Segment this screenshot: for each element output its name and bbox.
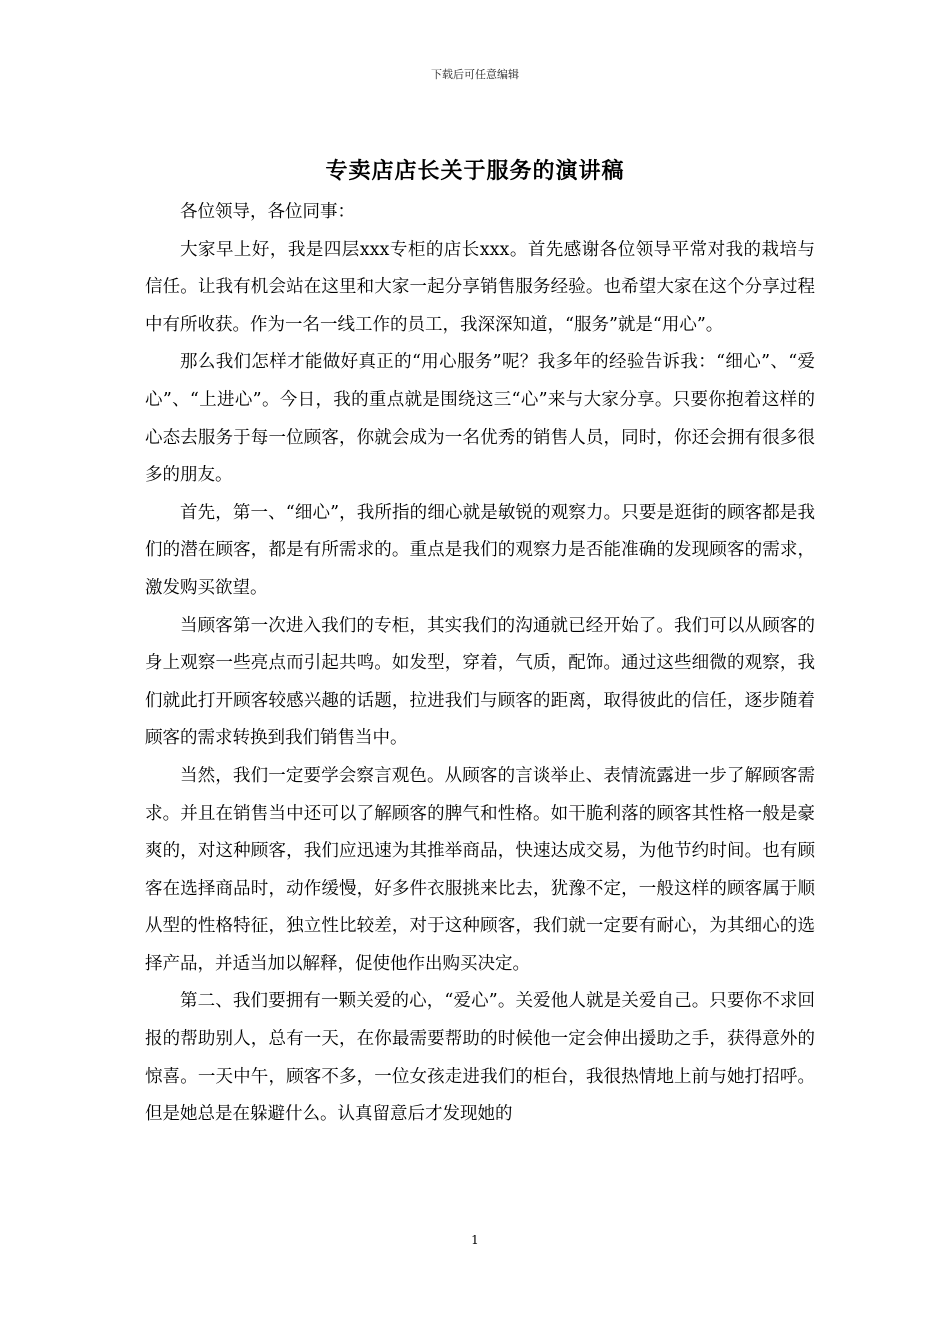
salutation: 各位领导，各位同事： xyxy=(180,202,355,222)
paragraph-4: 当顾客第一次进入我们的专柜，其实我们的沟通就已经开始了。我们可以从顾客的身上观察一些亮点而引起共鸣。如发型，穿着，气质，配饰。通过这些细微的观察，我们就此打开顾客较感兴趣的话题，拉进我们与顾客的距离，取得彼此的信任，逐步随着顾客的需求转换到我们销售当中。 xyxy=(145,615,815,749)
document-title: 专卖店店长关于服务的演讲稿 xyxy=(325,158,625,184)
document-body xyxy=(145,194,815,1134)
paragraph-1: 大家早上好，我是四层xxx专柜的店长xxx。首先感谢各位领导平常对我的栽培与信任。让我有机会站在这里和大家一起分享销售服务经验。也希望大家在这个分享过程中有所收获。作为一名一线工作的员工，我深深知道，“服务”就是“用心”。 xyxy=(145,239,815,335)
paragraph-3: 首先，第一、“细心”，我所指的细心就是敏锐的观察力。只要是逛街的顾客都是我们的潜在顾客，都是有所需求的。重点是我们的观察力是否能准确的发现顾客的需求，激发购买欲望。 xyxy=(145,502,815,598)
paragraph-2: 那么我们怎样才能做好真正的“用心服务”呢？我多年的经验告诉我：“细心”、“爱心”、“上进心”。今日，我的重点就是围绕这三“心”来与大家分享。只要你抱着这样的心态去服务于每一位顾客，你就会成为一名优秀的销售人员，同时，你还会拥有很多很多的朋友。 xyxy=(145,352,815,486)
page-number: 1 xyxy=(471,1233,479,1247)
paragraph-5: 当然，我们一定要学会察言观色。从顾客的言谈举止、表情流露进一步了解顾客需求。并且在销售当中还可以了解顾客的脾气和性格。如干脆利落的顾客其性格一般是豪爽的，对这种顾客，我们应迅速为其推举商品，快速达成交易，为他节约时间。也有顾客在选择商品时，动作缓慢，好多件衣服挑来比去，犹豫不定，一般这样的顾客属于顺从型的性格特征，独立性比较差，对于这种顾客，我们就一定要有耐心，为其细心的选择产品，并适当加以解释，促使他作出购买决定。 xyxy=(145,765,815,974)
page-header-note: 下载后可任意编辑 xyxy=(431,68,519,81)
paragraph-6: 第二、我们要拥有一颗关爱的心，“爱心”。关爱他人就是关爱自己。只要你不求回报的帮助别人，总有一天，在你最需要帮助的时候他一定会伸出援助之手，获得意外的惊喜。一天中午，顾客不多，一位女孩走进我们的柜台，我很热情地上前与她打招呼。但是她总是在躲避什么。认真留意后才发现她的 xyxy=(145,991,815,1125)
